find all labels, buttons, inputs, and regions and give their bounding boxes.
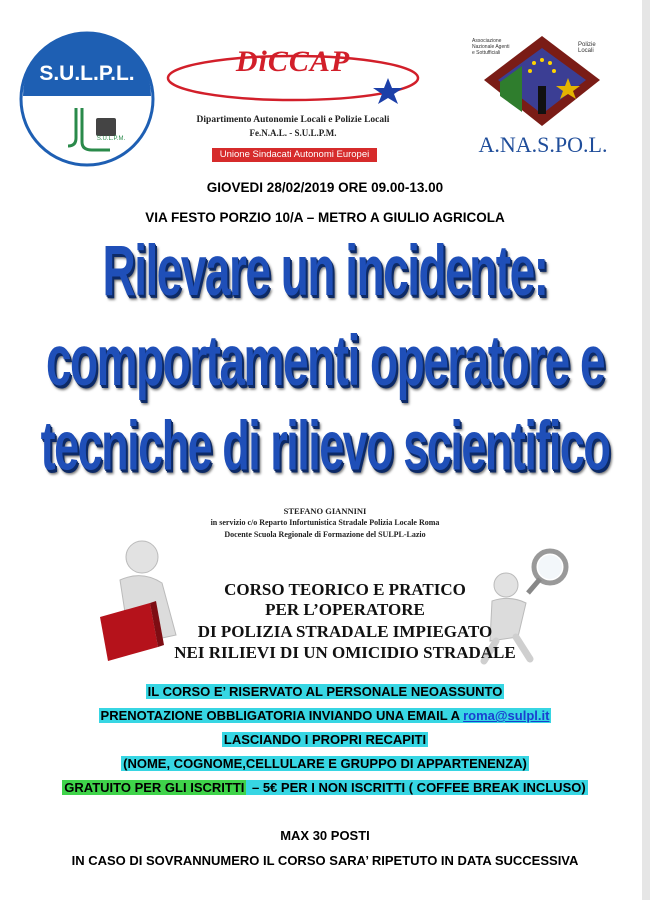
max-places: MAX 30 POSTI [280,828,370,843]
course-line-1: CORSO TEORICO E PRATICO [224,580,466,599]
event-place: VIA FESTO PORZIO 10/A – METRO A GIULIO AGRICOLA [145,210,505,225]
reserved-note: IL CORSO E’ RISERVATO AL PERSONALE NEOASSUNTO [147,684,503,699]
speaker-role-2: Docente Scuola Regionale di Formazione del SULPL-Lazio [224,530,426,539]
sulpl-logo-text: S.U.L.P.L. [39,62,135,85]
booking-note [99,708,552,723]
free-members-note: GRATUITO PER GLI ISCRITTI [64,780,245,795]
course-line-2: PER L’OPERATORE [265,600,425,619]
course-line-4: NEI RILIEVI DI UN OMICIDIO STRADALE [174,643,516,662]
anaspol-police-text: Polizie Locali [578,42,596,54]
event-date: GIOVEDI 28/02/2019 ORE 09.00-13.00 [206,180,444,195]
course-line-3: DI POLIZIA STRADALE IMPIEGATO [197,622,493,641]
diccap-department: Dipartimento Autonomie Locali e Polizie Locali [196,115,390,125]
pricing-row [0,780,650,795]
title-line-2: comportamenti operatore e [45,319,605,401]
diccap-wordmark: DiCCAP [235,45,351,78]
diccap-union-bar: Unione Sindacati Autonomi Europei [212,148,377,162]
anaspol-association-text: Associazione Nazionale Agenti e Sottufficiali [472,38,510,56]
contacts-note-row [0,732,650,747]
speaker-role-1: in servizio c/o Reparto Infortunistica Stradale Polizia Locale Roma [210,518,440,527]
booking-note-text: PRENOTAZIONE OBBLIGATORIA INVIANDO UNA EMAIL A [100,708,464,723]
price-others-note: – 5€ PER I NON ISCRITTI ( COFFEE BREAK INCLUSO) [248,780,586,795]
title-line-1: Rilevare un incidente: [102,229,548,311]
contacts-detail-row [0,756,650,771]
speaker-name: STEFANO GIANNINI [283,506,367,516]
contacts-detail-note: (NOME, COGNOME,CELLULARE E GRUPPO DI APPARTENENZA) [123,756,527,771]
overflow-note: IN CASO DI SOVRANNUMERO IL CORSO SARA’ RIPETUTO IN DATA SUCCESSIVA [71,853,579,868]
sulpl-logo [18,30,156,168]
booking-note-row [0,708,650,723]
booking-email-link[interactable]: roma@sulpl.it [463,708,550,723]
diccap-logo [160,40,426,166]
title-line-3: tecniche di rilievo scientifico [40,405,610,485]
sulpm-logo-subtext: S.U.L.P.M. [96,136,126,142]
diccap-federation: Fe.N.A.L. - S.U.L.P.M. [249,128,337,138]
reserved-note-row [0,684,650,699]
anaspol-wordmark: A.NA.S.PO.L. [478,132,608,157]
contacts-note: LASCIANDO I PROPRI RECAPITI [223,732,427,747]
